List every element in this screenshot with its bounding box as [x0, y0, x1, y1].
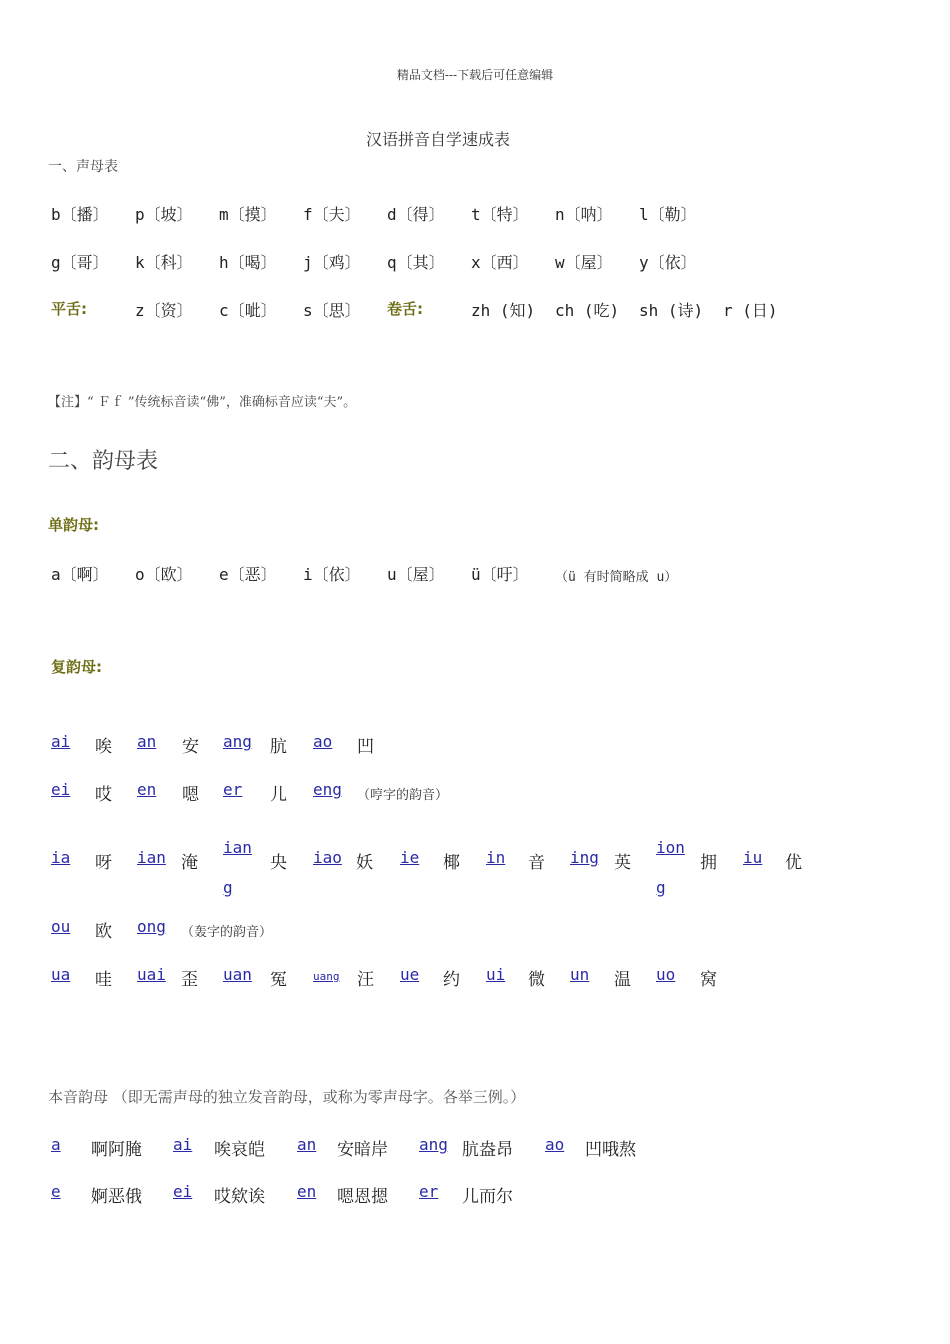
final-link[interactable]: uan — [223, 965, 252, 984]
final-link[interactable]: un — [570, 965, 590, 984]
final-link[interactable]: iao — [313, 848, 342, 867]
final-link[interactable]: a — [51, 1135, 61, 1154]
final-link[interactable]: ei — [173, 1182, 193, 1201]
example-char: 汪 — [357, 970, 374, 990]
initial-cell: ch (吃) — [555, 301, 620, 320]
example-chars: 肮盎昂 — [462, 1140, 513, 1160]
example-chars: 嗯恩摁 — [337, 1187, 388, 1207]
example-chars: 凹哦熬 — [585, 1140, 636, 1160]
final-link[interactable]: ion g — [656, 838, 685, 897]
example-char: 音 — [528, 853, 545, 873]
final-link[interactable]: ua — [51, 965, 71, 984]
initial-cell: g〔哥〕 — [51, 253, 109, 272]
final-cell: i〔依〕 — [303, 565, 361, 584]
example-char: 嗯 — [182, 785, 199, 805]
flat-tongue-label: 平舌: — [51, 300, 87, 318]
final-link[interactable]: ao — [545, 1135, 565, 1154]
document-title: 汉语拼音自学速成表 — [365, 130, 510, 149]
final-link[interactable]: ian g — [223, 838, 252, 897]
example-char: 安 — [182, 737, 199, 757]
compound-finals-label: 复韵母: — [51, 658, 102, 676]
initial-cell: zh (知) — [471, 301, 536, 320]
initial-cell: y〔依〕 — [639, 253, 697, 272]
final-link[interactable]: iu — [743, 848, 763, 867]
final-link[interactable]: ei — [51, 780, 71, 799]
section2-heading: 二、韵母表 — [48, 449, 159, 474]
single-finals-note: （ü 有时简略成 u） — [555, 570, 678, 585]
example-char: 英 — [614, 853, 631, 873]
example-char: 欧 — [95, 922, 112, 942]
example-chars: 儿而尔 — [462, 1187, 513, 1207]
eng-note: （哼字的韵音） — [357, 788, 449, 803]
initial-cell: d〔得〕 — [387, 205, 445, 224]
example-char: 淹 — [181, 853, 198, 873]
final-link[interactable]: en — [137, 780, 157, 799]
example-char: 妖 — [356, 853, 373, 873]
initial-cell: h〔喝〕 — [219, 253, 277, 272]
final-cell: u〔屋〕 — [387, 565, 445, 584]
final-link[interactable]: ia — [51, 848, 71, 867]
example-chars: 啊阿腌 — [91, 1140, 142, 1160]
example-char: 哇 — [95, 970, 112, 990]
final-link[interactable]: ai — [173, 1135, 193, 1154]
ong-note: （轰字的韵音） — [181, 925, 273, 940]
example-char: 歪 — [181, 970, 198, 990]
example-char: 儿 — [270, 785, 287, 805]
header-note: 精品文档---下载后可任意编辑 — [396, 68, 554, 82]
initial-cell: w〔屋〕 — [555, 253, 613, 272]
example-chars: 哎欸诶 — [214, 1187, 265, 1207]
final-link[interactable]: uo — [656, 965, 676, 984]
final-link[interactable]: er — [419, 1182, 439, 1201]
final-link[interactable]: ao — [313, 732, 333, 751]
zero-initial-heading: 本音韵母 （即无需声母的独立发音韵母，或称为零声母字。各举三例。） — [48, 1088, 526, 1106]
example-char: 拥 — [700, 853, 717, 873]
example-char: 唉 — [95, 737, 112, 757]
initial-cell: k〔科〕 — [135, 253, 193, 272]
final-link[interactable]: ue — [400, 965, 420, 984]
final-link[interactable]: ie — [400, 848, 420, 867]
initial-cell: q〔其〕 — [387, 253, 445, 272]
initial-cell: f〔夫〕 — [303, 205, 361, 224]
final-link[interactable]: uang — [313, 970, 340, 983]
example-chars: 婀恶俄 — [91, 1187, 142, 1207]
example-chars: 安暗岸 — [337, 1140, 388, 1160]
example-char: 优 — [785, 853, 802, 873]
example-char: 约 — [443, 970, 460, 990]
final-link[interactable]: ai — [51, 732, 71, 751]
initial-cell: l〔勒〕 — [639, 205, 697, 224]
final-link[interactable]: an — [297, 1135, 317, 1154]
final-link[interactable]: ang — [419, 1135, 448, 1154]
example-char: 凹 — [357, 737, 374, 757]
initial-cell: t〔特〕 — [471, 205, 529, 224]
example-char: 温 — [614, 970, 631, 990]
final-cell: ü〔吁〕 — [471, 565, 529, 584]
final-cell: a〔啊〕 — [51, 565, 109, 584]
initials-note: 【注】“ Ｆｆ ”传统标音读“佛”，准确标音应读“夫”。 — [48, 395, 357, 410]
final-cell: e〔恶〕 — [219, 565, 277, 584]
final-link[interactable]: ing — [570, 848, 599, 867]
initial-cell: c〔呲〕 — [219, 301, 277, 320]
initial-cell: n〔呐〕 — [555, 205, 613, 224]
example-chars: 唉哀皑 — [214, 1140, 265, 1160]
initial-cell: b〔播〕 — [51, 205, 109, 224]
final-link[interactable]: ou — [51, 917, 71, 936]
example-char: 微 — [528, 970, 545, 990]
initial-cell: s〔思〕 — [303, 301, 361, 320]
final-link[interactable]: ian — [137, 848, 166, 867]
final-link[interactable]: e — [51, 1182, 61, 1201]
final-link[interactable]: ong — [137, 917, 166, 936]
final-link[interactable]: in — [486, 848, 506, 867]
initial-cell: m〔摸〕 — [219, 205, 277, 224]
final-link[interactable]: an — [137, 732, 157, 751]
initial-cell: sh (诗) — [639, 301, 704, 320]
final-link[interactable]: ui — [486, 965, 506, 984]
example-char: 冤 — [270, 970, 287, 990]
example-char: 央 — [270, 853, 287, 873]
example-char: 肮 — [270, 737, 287, 757]
initial-cell: j〔鸡〕 — [303, 253, 361, 272]
final-link[interactable]: er — [223, 780, 243, 799]
initial-cell: z〔资〕 — [135, 301, 193, 320]
example-char: 窝 — [700, 970, 717, 990]
section1-heading: 一、声母表 — [48, 159, 118, 175]
final-link[interactable]: ang — [223, 732, 252, 751]
initial-cell: x〔西〕 — [471, 253, 529, 272]
final-link[interactable]: eng — [313, 780, 342, 799]
final-cell: o〔欧〕 — [135, 565, 193, 584]
example-char: 呀 — [95, 853, 112, 873]
final-link[interactable]: uai — [137, 965, 166, 984]
example-char: 椰 — [443, 853, 460, 873]
initial-cell: p〔坡〕 — [135, 205, 193, 224]
initial-cell: r (日) — [723, 301, 778, 320]
final-link[interactable]: en — [297, 1182, 317, 1201]
example-char: 哎 — [95, 785, 112, 805]
single-finals-label: 单韵母: — [48, 516, 99, 534]
curl-tongue-label: 卷舌: — [387, 300, 423, 318]
